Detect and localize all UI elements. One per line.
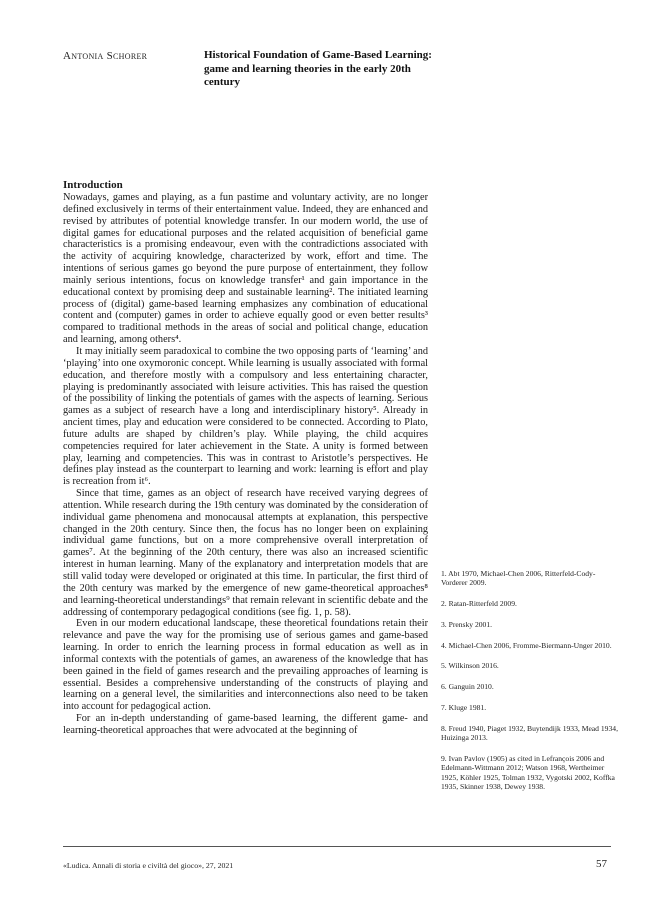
journal-citation: «Ludica. Annali di storia e civiltà del gioco», 27, 2021 <box>63 861 234 870</box>
footnote: 6. Ganguin 2010. <box>441 682 494 692</box>
paragraph: It may initially seem paradoxical to combine the two opposing parts of ‘learning’ and ‘playing’ into one oxymoronic concept. While learning is usually associated with formal education, and therefore mostly with a compulsory and less entertaining character, playing is predominantly associated with leisure activities. This has raised the question of the possibility of linking the potentials of games with the aspects of learning. Serious games as a subject of research have a long and interdisciplinary history⁵. Already in ancient times, play and education were considered to be connected. According to Plato, future adults are shaped by children’s play. While playing, the child acquires competencies required for later achievement in the State. A unity is formed between play, learning and competencies. This was in contrast to Aristotle’s perspectives. He defines play instead as the counterpart to learning and work: learning is effort and play is recreation from it⁶. <box>63 345 428 488</box>
footnote: 2. Ratan-Ritterfeld 2009. <box>441 599 517 609</box>
author-name: Antonia Schorer <box>63 50 148 62</box>
page-number: 57 <box>596 858 607 870</box>
footnote: 9. Ivan Pavlov (1905) as cited in Lefrançois 2006 and Edelmann-Wittmann 2012; Watson 1968, Wertheimer 1925, Köhler 1925, Tolman 1932, Vygotski 2002, Koffka 1935, Skinner 1938, Dewey 1938. <box>441 753 615 791</box>
paragraph: For an in-depth understanding of game-based learning, the different game- and learning-theoretical approaches that were advocated at the beginning of <box>63 713 428 736</box>
footnote: 4. Michael-Chen 2006, Fromme-Biermann-Unger 2010. <box>441 640 612 650</box>
footnote: 8. Freud 1940, Piaget 1932, Buytendijk 1933, Mead 1934, Huizinga 2013. <box>441 723 618 743</box>
footnote: 5. Wilkinson 2016. <box>441 661 499 671</box>
footnotes <box>441 569 621 803</box>
footnote: 1. Abt 1970, Michael-Chen 2006, Ritterfeld-Cody-Vorderer 2009. <box>441 569 596 588</box>
footnote: 7. Kluge 1981. <box>441 703 487 713</box>
paragraph: Nowadays, games and playing, as a fun pastime and voluntary activity, are no longer defined exclusively in terms of their entertainment value. Indeed, they are enhanced and revised by attributes of potential knowledge transfer. In our modern world, the use of digital games for educational purposes and the related acquisition of beneficial game characteristics is a promising endeavour, even with the contradictions associated with the activity of acquiring knowledge, characterized by work, effort and time. The intentions of serious games go beyond the pure purpose of entertainment, they follow mainly serious intentions, focus on knowledge transfer¹ and gain importance in the educational context by promising deep and sustainable learning². The initiated learning process of (digital) game-based learning emphasizes any combination of educational content and (computer) games in order to achieve equally good or even better results³ compared to traditional methods in the areas of social and political change, education and learning, among others⁴. <box>63 192 428 346</box>
article-title: Historical Foundation of Game-Based Learning: game and learning theories in the early 20th century <box>204 49 432 88</box>
main-text <box>63 179 428 737</box>
paragraph: Even in our modern educational landscape, these theoretical foundations retain their relevance and pave the way for the promising use of serious games and game-based learning. In order to enrich the learning process in formal education as well as in informal contexts with the potentials of games, an awareness of the knowledge that has been gained in the field of games research and the prevailing approaches of learning is essential. Besides a comprehensive understanding of the constructs of playing and learning on a general level, the similarities and interconnections also need to be taken into account for pedagogical action. <box>63 618 428 713</box>
paragraph: Since that time, games as an object of research have received varying degrees of attention. While research during the 19th century was dominated by the consideration of individual game phenomena and monocausal attempts at explanation, this perspective changed in the 20th century. Since then, the focus has no longer been on explaining individual game functions, but on a more comprehensive overall interpretation of games⁷. At the beginning of the 20th century, there was also an increased scientific interest in human learning. Many of the explanatory and interpretation models that are still valid today were developed or originated at this time. In particular, the first third of the 20th century was marked by the emergence of new game-theoretical approaches⁸ and learning-theoretical understandings⁹ that remain relevant in scientific debate and the addressing of contemporary pedagogical conditions (see fig. 1, p. 58). <box>63 488 428 618</box>
footnote: 3. Prensky 2001. <box>441 619 493 629</box>
footer-divider <box>63 846 611 847</box>
section-heading: Introduction <box>63 179 123 191</box>
